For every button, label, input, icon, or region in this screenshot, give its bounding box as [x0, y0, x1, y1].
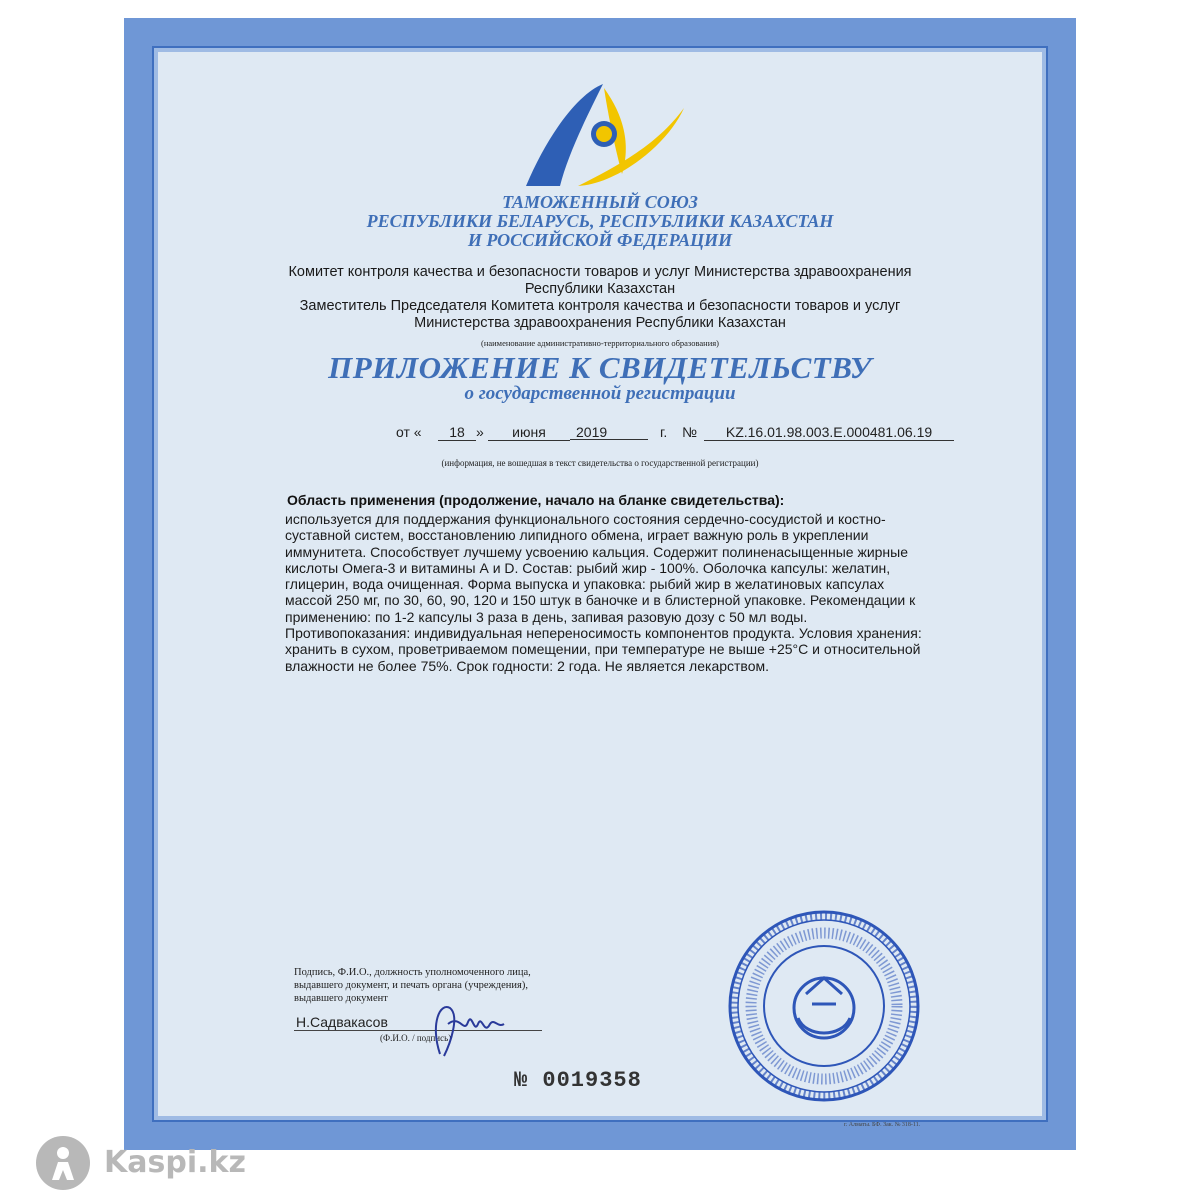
scope-line: применению: по 1-2 капсулы 3 раза в день, запивая разовую дозу с 50 мл воды.	[285, 608, 808, 625]
scope-line: Противопоказания: индивидуальная непереносимость компонентов продукта. Условия хранения:	[285, 625, 922, 642]
dateline-caption: (информация, не вошедшая в текст свидетельства о государственной регистрации)	[441, 458, 759, 468]
date-day: 18	[438, 424, 476, 441]
document-subtitle: о государственной регистрации	[464, 383, 736, 404]
date-prefix: от «	[396, 424, 422, 440]
date-number-line	[396, 424, 956, 444]
date-year: 2019	[570, 424, 648, 440]
scope-text	[285, 511, 940, 674]
handwritten-signature	[420, 994, 520, 1064]
authority-line-1: Комитет контроля качества и безопасности товаров и услуг Министерства здравоохранения	[288, 264, 912, 280]
authority-caption: (наименование административно-территориального образования)	[480, 338, 719, 348]
scope-heading: Область применения (продолжение, начало на бланке свидетельства):	[287, 492, 785, 508]
signature-label-line: выдавшего документ, и печать органа (учреждения),	[294, 980, 528, 991]
scope-line: хранить в сухом, проветриваемом помещении, при температуре не выше +25°С и относительной	[285, 641, 921, 658]
date-close-quote: »	[476, 424, 484, 440]
scope-line: массой 250 мг, по 30, 60, 90, 120 и 150 штук в баночке и в блистерной упаковке. Рекомендации к	[285, 592, 916, 609]
number-sign: №	[682, 424, 698, 440]
authority-line-3: Заместитель Председателя Комитета контроля качества и безопасности товаров и услуг	[299, 298, 901, 314]
union-title-line-1: ТАМОЖЕННЫЙ СОЮЗ	[502, 192, 698, 212]
scope-line: суставной систем, восстановлению липидного обмена, играет важную роль в укреплении	[285, 527, 869, 544]
document-title: ПРИЛОЖЕНИЕ К СВИДЕТЕЛЬСТВУ	[328, 350, 872, 385]
signer-name: Н.Садвакасов	[296, 1014, 388, 1030]
authority-line-2: Республики Казахстан	[524, 281, 676, 297]
date-month: июня	[488, 424, 570, 441]
scope-line: глицерин, вода очищенная. Форма выпуска и упаковка: рыбий жир в желатиновых капсулах	[285, 576, 885, 593]
scope-line: используется для поддержания функционального состояния сердечно-сосудистой и костно-	[285, 511, 886, 527]
printer-note: г. Алматы. БФ. Зак. № 318-11.	[844, 1122, 921, 1128]
authority-line-4: Министерства здравоохранения Республики Казахстан	[414, 315, 786, 331]
kaspi-watermark-text: Kaspi.kz	[104, 1145, 246, 1180]
customs-union-emblem-icon	[518, 74, 688, 196]
scope-line: кислоты Омега-3 и витамины А и D. Состав: рыбий жир - 100%. Оболочка капсулы: желатин,	[285, 559, 891, 576]
official-seal-stamp	[726, 908, 922, 1104]
union-title-line-2: РЕСПУБЛИКИ БЕЛАРУСЬ, РЕСПУБЛИКИ КАЗАХСТАН	[366, 211, 834, 231]
scope-line: влажности не более 75%. Срок годности: 2 года. Не является лекарством.	[285, 657, 770, 674]
scope-line: иммунитета. Способствует лучшему усвоению кальция. Содержит полиненасыщенные жирные	[285, 543, 908, 560]
date-year-suffix: г.	[660, 424, 668, 440]
registration-number: KZ.16.01.98.003.E.000481.06.19	[704, 424, 954, 441]
serial-number: № 0019358	[514, 1068, 642, 1093]
signature-label-line: выдавшего документ	[294, 993, 388, 1004]
signature-caption: (Ф.И.О. / подпись)	[380, 1033, 452, 1043]
signature-label-line: Подпись, Ф.И.О., должность уполномоченного лица,	[294, 967, 531, 978]
kaspi-logo-icon	[36, 1136, 90, 1190]
union-title-line-3: И РОССИЙСКОЙ ФЕДЕРАЦИИ	[467, 230, 733, 250]
